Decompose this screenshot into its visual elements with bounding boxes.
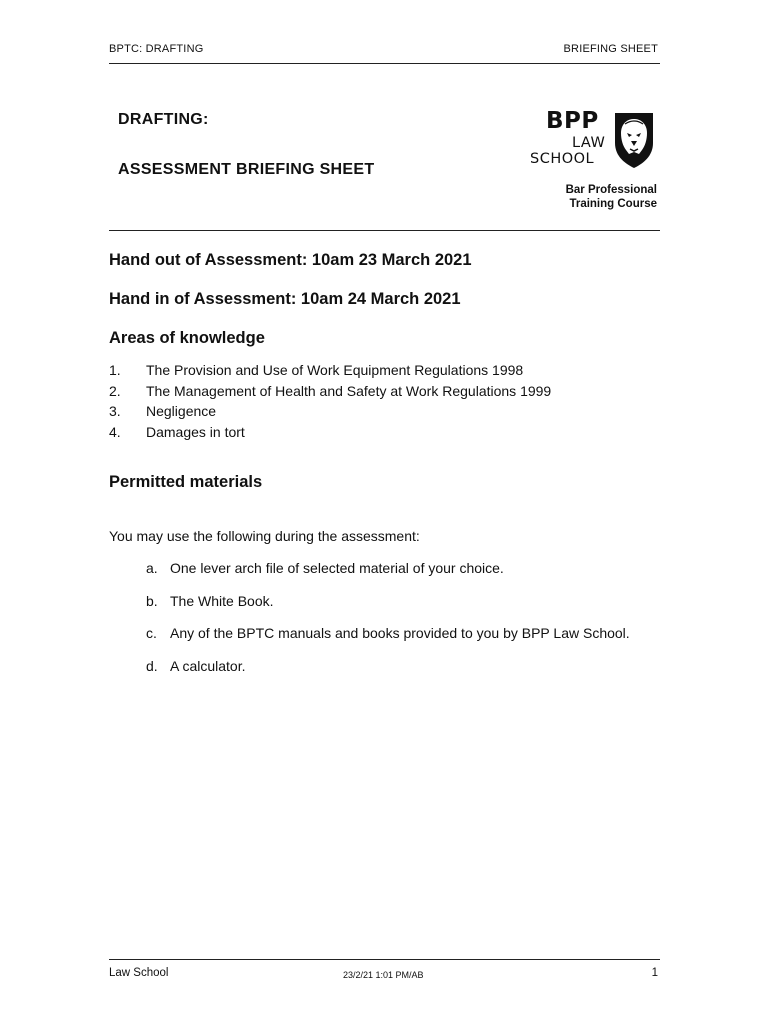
list-number: 1. (109, 362, 121, 378)
footer-rule (109, 959, 660, 960)
course-name (566, 183, 657, 211)
lion-shield-icon (612, 109, 656, 169)
list-letter: c. (146, 625, 157, 641)
list-item (109, 383, 551, 404)
footer-timestamp: 23/2/21 1:01 PM/AB (343, 970, 424, 980)
header-right: BRIEFING SHEET (563, 43, 658, 55)
logo-law: LAW (572, 135, 606, 151)
list-text: Any of the BPTC manuals and books provided to you by BPP Law School. (170, 625, 630, 641)
list-letter: a. (146, 560, 158, 576)
permitted-intro: You may use the following during the assessment: (109, 528, 420, 544)
logo-brand: BPP (546, 108, 599, 134)
list-item (146, 625, 630, 658)
permitted-heading: Permitted materials (109, 473, 263, 491)
list-text: Damages in tort (146, 423, 245, 440)
list-number: 2. (109, 382, 121, 399)
list-item (146, 593, 630, 626)
areas-list (109, 362, 551, 444)
page-subtitle: ASSESSMENT BRIEFING SHEET (118, 161, 375, 178)
header-left: BPTC: DRAFTING (109, 43, 204, 55)
list-item (146, 658, 630, 691)
list-text: One lever arch file of selected material of your choice. (170, 560, 504, 576)
list-letter: b. (146, 592, 158, 609)
hand-in-date: Hand in of Assessment: 10am 24 March 2021 (109, 290, 461, 308)
logo-school: SCHOOL (530, 151, 595, 167)
course-line-1: Bar Professional (565, 184, 657, 196)
list-text: The White Book. (170, 592, 274, 609)
list-item (109, 362, 551, 383)
list-item (109, 403, 551, 424)
page-title: DRAFTING: (118, 111, 209, 128)
list-number: 4. (109, 423, 121, 440)
list-text: The Provision and Use of Work Equipment Regulations 1998 (146, 362, 524, 378)
list-item (146, 560, 630, 593)
page-number: 1 (651, 967, 658, 979)
header-rule (109, 63, 660, 64)
areas-heading: Areas of knowledge (109, 329, 265, 347)
course-line-2: Training Course (569, 198, 657, 210)
footer-left: Law School (109, 967, 169, 979)
list-text: Negligence (146, 403, 217, 419)
list-letter: d. (146, 657, 158, 674)
list-number: 3. (109, 403, 121, 419)
bpp-logo (530, 108, 660, 170)
list-item (109, 424, 551, 445)
list-text: A calculator. (170, 657, 246, 674)
permitted-list (146, 560, 630, 690)
title-rule (109, 230, 660, 231)
hand-out-date: Hand out of Assessment: 10am 23 March 2021 (109, 251, 472, 269)
list-text: The Management of Health and Safety at Work Regulations 1999 (146, 382, 552, 399)
